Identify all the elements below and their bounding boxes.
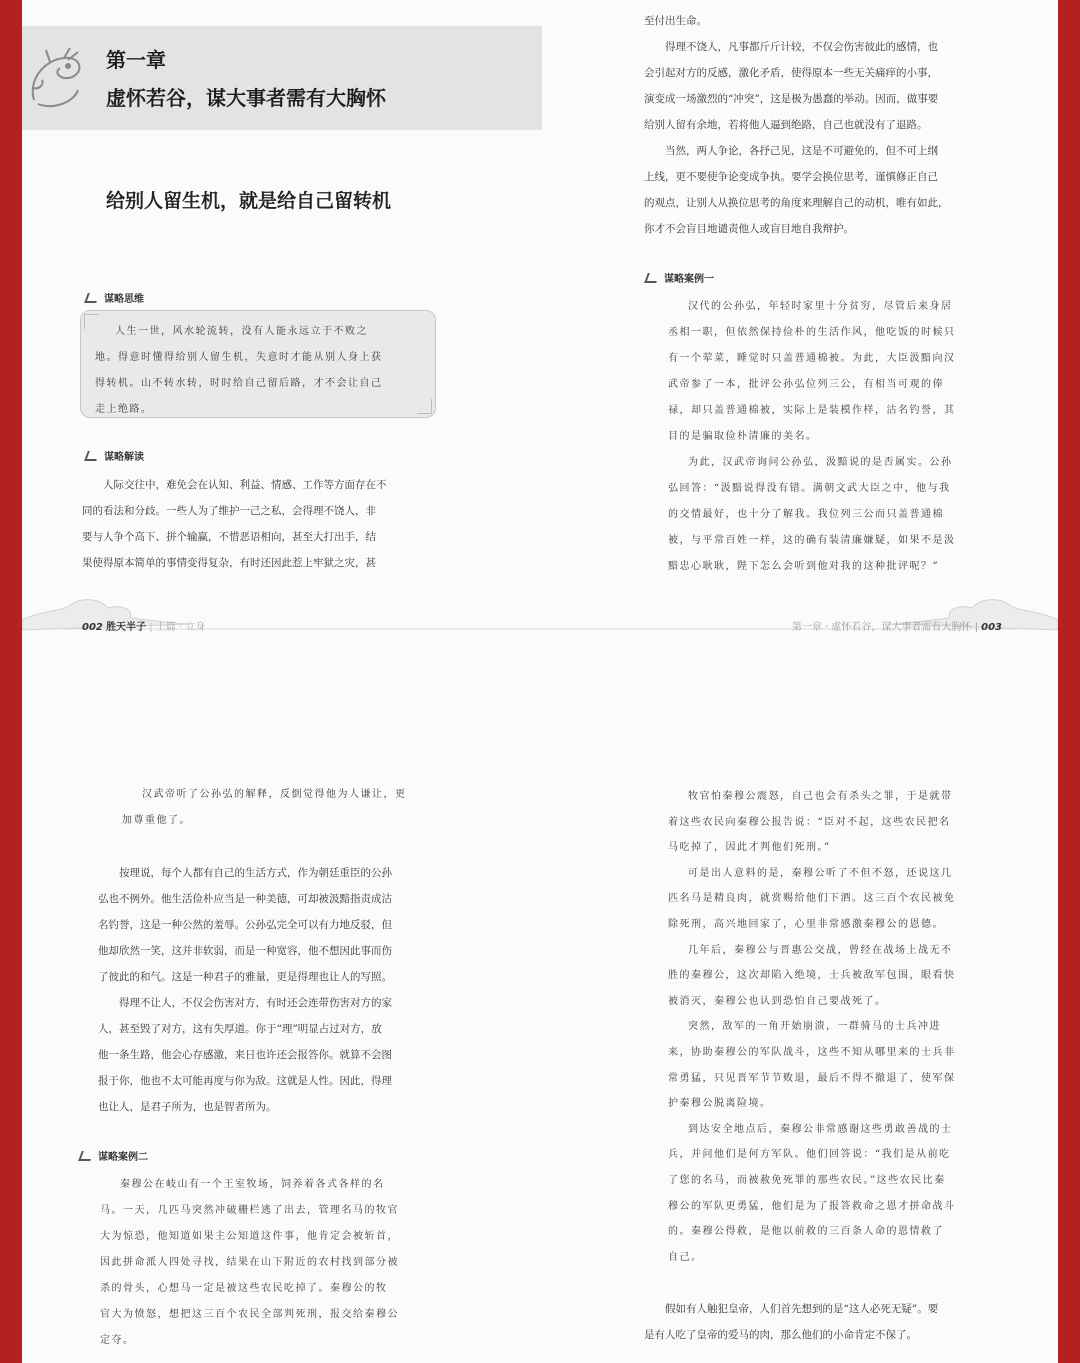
text-line: 当然，两人争论，各抒己见，这是不可避免的，但不可上纲	[665, 145, 938, 157]
text-line: 人，甚至毁了对方，这有失厚道。你于“理”明显占过对方，放	[98, 1023, 382, 1035]
case-one-text	[668, 294, 1002, 580]
text-line: 他却欣然一笑，这并非软弱，而是一种宽容，他不想因此事而伤	[98, 945, 392, 957]
dragon-emblem-icon	[24, 40, 90, 114]
label-strategy-thinking: 谋略思维	[86, 290, 144, 305]
text-line: 定夺。	[100, 1335, 135, 1346]
continued-text	[644, 8, 1024, 242]
text-line: 弘回答：“汲黯说得没有错。满朝文武大臣之中，他与我	[668, 483, 951, 494]
text-line: 是有人吃了皇帝的爱马的肉，那么他们的小命肯定不保了。	[644, 1329, 917, 1341]
text-line: 兵，并问他们是何方军队。他们回答说：“我们是从前吃	[668, 1149, 951, 1161]
text-line: 武帝参了一本，批评公孙弘位列三公，有相当可观的俸	[668, 379, 944, 390]
text-line: 护秦穆公脱离险境。	[668, 1098, 772, 1110]
interpretation-text	[82, 472, 442, 576]
label-mark-icon	[84, 293, 100, 303]
text-line: 弘也不例外。他生活俭朴应当是一种美德，可却被汲黯指责成沽	[98, 893, 392, 905]
text-line: 报于你，他也不太可能再度与你为敌。这就是人性。因此，得理	[98, 1075, 392, 1087]
page-002	[22, 0, 542, 660]
book-title: 胜天半子	[106, 622, 147, 633]
text-line: 胜的秦穆公，这次却陷入绝境，士兵被敌军包围，眼看快	[668, 970, 956, 982]
text-line: 牧官怕秦穆公震怒，自己也会有杀头之罪，于是就带	[688, 791, 953, 802]
text-line: 自己。	[668, 1251, 703, 1263]
text-line: 得理不让人，不仅会伤害对方，有时还会连带伤害对方的家	[119, 997, 392, 1009]
text-line: 几年后，秦穆公与晋惠公交战，曾经在战场上战无不	[688, 944, 953, 956]
text-line: 的交情最好，也十分了解我。我位列三公而只盖普通棉	[668, 509, 944, 520]
closing-text	[644, 1296, 1030, 1348]
quote-line: 得转机。山不转水转，时时给自己留后路，才不会让自己	[95, 378, 383, 389]
text-line: 为此，汉武帝询问公孙弘，汲黯说的是否属实。公孙	[688, 457, 953, 468]
text-line: 得理不饶人，凡事都斤斤计较，不仅会伤害彼此的感情，也	[665, 41, 938, 53]
book-spread-photo	[22, 0, 1058, 1363]
text-line: 马吃掉了，因此才判他们死刑。”	[668, 842, 831, 854]
text-line: 常勇猛，只见晋军节节败退，最后不得不撤退了，使军保	[668, 1072, 956, 1084]
text-line: 穆公的军队更勇猛，他们是为了报答救命之恩才拼命战斗	[668, 1200, 956, 1212]
text-line: 演变成一场激烈的“冲突”，这是极为愚蠢的举动。因而，做事要	[644, 93, 939, 105]
label-interpretation: 谋略解读	[86, 448, 144, 463]
text-line: 黯忠心耿耿，陛下怎么会听到他对我的这种批评呢？”	[668, 561, 940, 572]
text-line: 除死刑，高兴地回家了，心里非常感激秦穆公的恩德。	[668, 918, 944, 930]
section-title: 给别人留生机，就是给自己留转机	[106, 190, 392, 212]
text-line: 了您的名马，而被赦免死罪的那些农民。”这些农民比秦	[668, 1174, 946, 1186]
text-line: 匹名马是精良肉，就赏赐给他们下酒。这三百个农民被免	[668, 893, 956, 905]
text-line: 秦穆公在岐山有一个王室牧场，饲养着各式各样的名	[120, 1179, 385, 1190]
text-line: 大为惊恐，他知道如果主公知道这件事，他肯定会被斩首，	[100, 1231, 399, 1242]
text-line: 汉代的公孙弘，年轻时家里十分贫穷，尽管后来身居	[688, 301, 953, 312]
bottom-spread	[22, 780, 1058, 1363]
strategy-quote-box	[80, 310, 436, 418]
text-line: 有一个荤菜，睡觉时只盖普通棉被。为此，大臣汲黯向汉	[668, 353, 956, 364]
text-line: 假如有人触犯皇帝，人们首先想到的是“这人必死无疑”。要	[665, 1303, 939, 1315]
text-line: 目的是骗取俭朴清廉的美名。	[668, 431, 818, 442]
label-case-two: 谋略案例二	[80, 1148, 148, 1163]
text-line: 他一条生路，他会心存感激，来日也许还会报答你。就算不会图	[98, 1049, 392, 1061]
text-line: 要与人争个高下、拼个输赢，不惜恶语相向，甚至大打出手，结	[82, 531, 376, 543]
text-line: 名钓誉，这是一种公然的羞辱。公孙弘完全可以有力地反驳，但	[98, 919, 392, 931]
text-line: 会引起对方的反感，激化矛盾，使得原本一些无关痛痒的小事，	[644, 67, 938, 79]
text-line: 的观点，让别人从换位思考的角度来理解自己的动机，唯有如此，	[644, 197, 949, 209]
chapter-header	[22, 26, 542, 130]
text-line: 来，协助秦穆公的军队战斗，这些不知从哪里来的士兵非	[668, 1046, 956, 1058]
top-spread	[22, 0, 1058, 660]
page-number-002: 002	[82, 622, 103, 633]
text-line: 因此拼命派人四处寻找，结果在山下附近的农村找到部分被	[100, 1257, 399, 1268]
text-line: 果使得原本简单的事情变得复杂，有时还因此惹上牢狱之灾，甚	[82, 557, 376, 569]
page-003	[542, 0, 1058, 660]
text-line: 被，与平常百姓一样，这的确有装清廉嫌疑，如果不是汲	[668, 535, 956, 546]
text-line: 禄，却只盖普通棉被，实际上是装模作样，沽名钓誉，其	[668, 405, 956, 416]
chapter-title: 虚怀若谷，谋大事者需有大胸怀	[106, 86, 386, 110]
text-line: 杀的骨头，心想马一定是被这些农民吃掉了。秦穆公的牧	[100, 1283, 388, 1294]
label-case-one: 谋略案例一	[646, 270, 714, 285]
text-line: 同的看法和分歧。一些人为了维护一己之私，会得理不饶人，非	[82, 505, 376, 517]
folio-chapter: 第一章 · 虚怀若谷，谋大事者需有大胸怀	[791, 622, 972, 633]
folio-right: 第一章 · 虚怀若谷，谋大事者需有大胸怀 | 003	[791, 622, 1002, 633]
text-line: 马。一天，几匹马突然冲破栅栏逃了出去，管理名马的牧官	[100, 1205, 399, 1216]
text-line: 汉武帝听了公孙弘的解释，反倒觉得他为人谦让，更	[142, 789, 407, 800]
text-line: 着这些农民向秦穆公报告说：“臣对不起，这些农民把名	[668, 816, 951, 828]
label-mark-icon	[84, 451, 100, 461]
text-line: 至付出生命。	[644, 15, 707, 27]
label-mark-icon	[78, 1151, 94, 1161]
page-left-bottom	[22, 780, 542, 1363]
text-line: 被消灭，秦穆公也认到恐怕自己要战死了。	[668, 995, 887, 1007]
quote-line: 人生一世，风水轮流转，没有人能永远立于不败之	[115, 326, 368, 337]
quote-line: 地。得意时懂得给别人留生机，失意时才能从别人身上获	[95, 352, 383, 363]
label-mark-icon	[644, 273, 660, 283]
text-line: 你才不会盲目地谴责他人或盲目地自我辩护。	[644, 223, 854, 235]
page-number-003: 003	[981, 622, 1002, 633]
continued-case-text	[122, 782, 422, 834]
case-two-text	[100, 1172, 434, 1354]
chapter-number: 第一章	[106, 48, 166, 72]
text-line: 了彼此的和气。这是一种君子的雅量，更是得理也让人的写照。	[98, 971, 392, 983]
text-line: 可是出人意料的是，秦穆公听了不但不怒，还说这几	[688, 867, 953, 879]
text-line: 的。秦穆公得救，是他以前救的三百条人命的恩情救了	[668, 1226, 944, 1238]
text-line: 按理说，每个人都有自己的生活方式，作为朝廷重臣的公孙	[119, 867, 392, 879]
page-right-bottom	[542, 780, 1058, 1363]
analysis-text	[98, 860, 460, 1120]
text-line: 丞相一职，但依然保持俭朴的生活作风，他吃饭的时候只	[668, 327, 956, 338]
quote-line: 走上绝路。	[95, 404, 153, 415]
case-two-continued	[668, 784, 1002, 1270]
text-line: 人际交往中，难免会在认知、利益、情感、工作等方面存在不	[103, 479, 387, 491]
folio-left: 002 胜天半子 | 上篇 · 立身	[82, 622, 206, 633]
text-line: 到达安全地点后，秦穆公非常感谢这些勇敢善战的士	[688, 1123, 953, 1135]
text-line: 官大为愤怒，想把这三百个农民全部判死刑，报交给秦穆公	[100, 1309, 399, 1320]
text-line: 也让人，是君子所为，也是智者所为。	[98, 1101, 277, 1113]
part-title: 上篇 · 立身	[155, 622, 206, 633]
text-line: 加尊重他了。	[122, 815, 191, 826]
text-line: 给别人留有余地，若将他人逼到绝路，自己也就没有了退路。	[644, 119, 928, 131]
text-line: 突然，敌军的一角开始崩溃，一群骑马的士兵冲进	[688, 1021, 941, 1033]
text-line: 上线，更不要使争论变成争执。要学会换位思考，谨慎修正自己	[644, 171, 938, 183]
